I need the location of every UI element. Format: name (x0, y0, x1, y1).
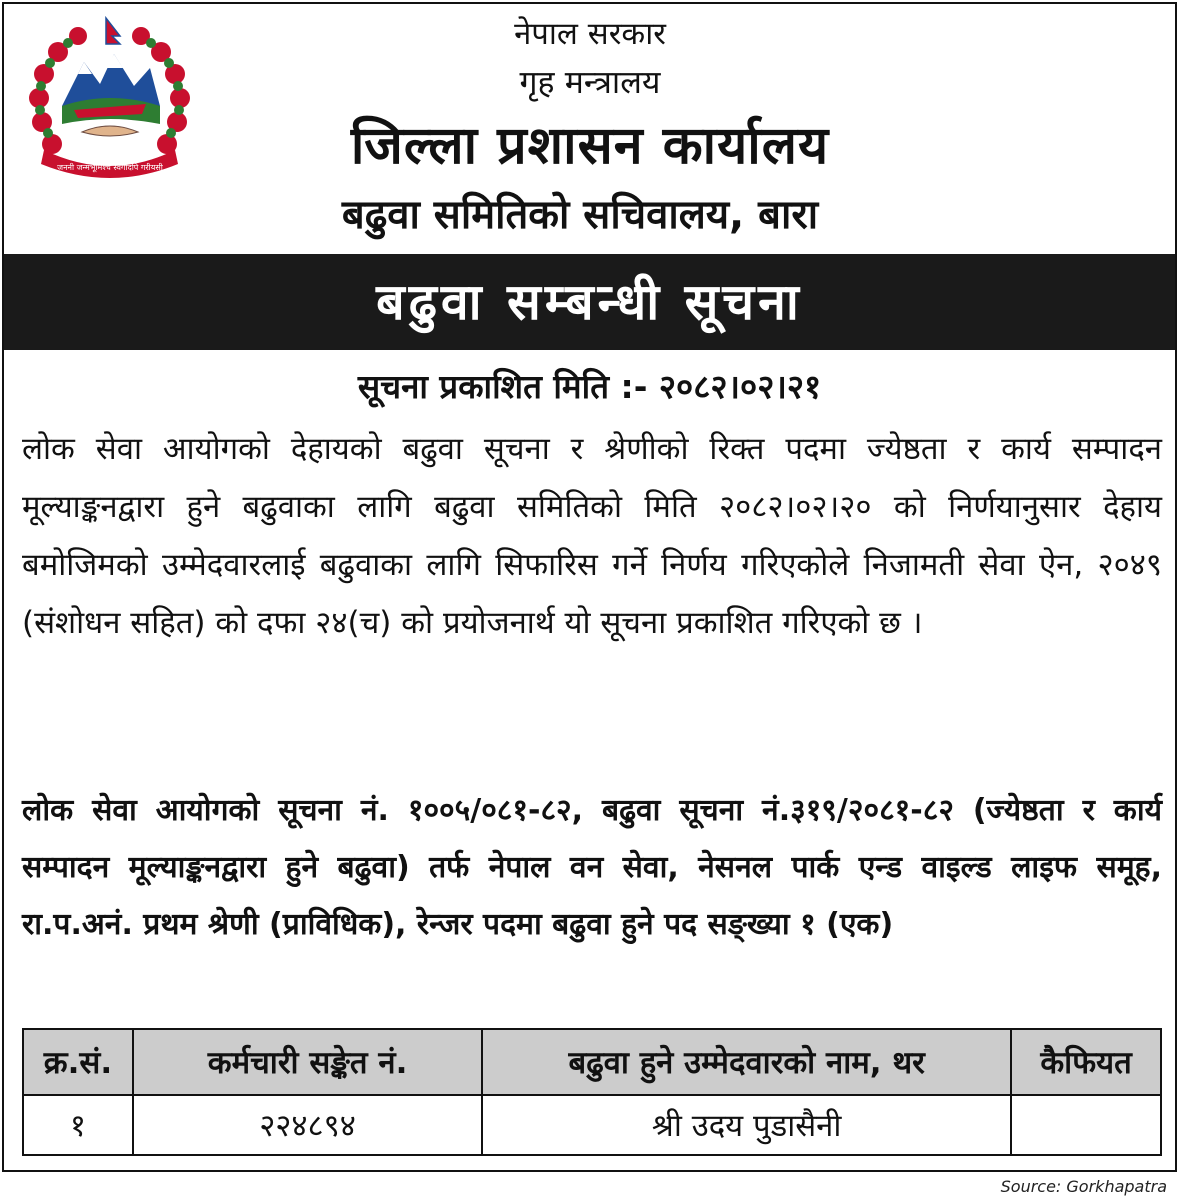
source-credit: Source: Gorkhapatra (1000, 1177, 1167, 1196)
notice-banner: बढुवा सम्बन्धी सूचना (4, 254, 1175, 350)
nepal-emblem-icon (22, 14, 197, 179)
cell-remarks (1011, 1095, 1161, 1155)
col-candidate-name: बढुवा हुने उम्मेदवारको नाम, थर (482, 1029, 1011, 1095)
cell-serial: १ (23, 1095, 133, 1155)
secretariat-title: बढुवा समितिको सचिवालय, बारा (341, 192, 819, 238)
published-date: सूचना प्रकाशित मिति :- २०८२।०२।२१ (357, 367, 822, 406)
table-header-row (23, 1029, 1161, 1095)
table-row (23, 1095, 1161, 1155)
ministry-title: गृह मन्त्रालय (519, 63, 661, 101)
col-serial: क्र.सं. (23, 1029, 133, 1095)
notice-paragraph-2: लोक सेवा आयोगको सूचना नं. १००५/०८१-८२, बढुवा सूचना नं.३१९/२०८१-८२ (ज्येष्ठता र कार्य सम्पादन मूल्याङ्कनद्वारा हुने बढुवा) तर्फ नेपाल वन सेवा, नेसनल पार्क एन्ड वाइल्ड लाइफ समूह, रा.प.अनं. प्रथम श्रेणी (प्राविधिक), रेन्जर पदमा बढुवा हुने पद सङ्ख्या १ (एक) (22, 793, 1162, 942)
col-employee-code: कर्मचारी सङ्केत नं. (133, 1029, 482, 1095)
cell-employee-code: २२४८९४ (133, 1095, 482, 1155)
notice-paragraph-1: लोक सेवा आयोगको देहायको बढुवा सूचना र श्रेणीको रिक्त पदमा ज्येष्ठता र कार्य सम्पादन मूल्याङ्कनद्वारा हुने बढुवाका लागि बढुवा समितिको मिति २०८२।०२।२० को निर्णयानुसार देहाय बमोजिमको उम्मेदवारलाई बढुवाका लागि सिफारिस गर्ने निर्णय गरिएकोले निजामती सेवा ऐन, २०४९ (संशोधन सहित) को दफा २४(च) को प्रयोजनार्थ यो सूचना प्रकाशित गरिएको छ । (22, 431, 1162, 641)
promotion-table (22, 1028, 1162, 1156)
emblem-motto: जननी जन्मभूमिश्च स्वर्गादपि गरीयसी (57, 163, 163, 172)
government-title: नेपाल सरकार (514, 16, 666, 52)
col-remarks: कैफियत (1011, 1029, 1161, 1095)
cell-candidate-name: श्री उदय पुडासैनी (482, 1095, 1011, 1155)
office-title: जिल्ला प्रशासन कार्यालय (350, 116, 830, 176)
